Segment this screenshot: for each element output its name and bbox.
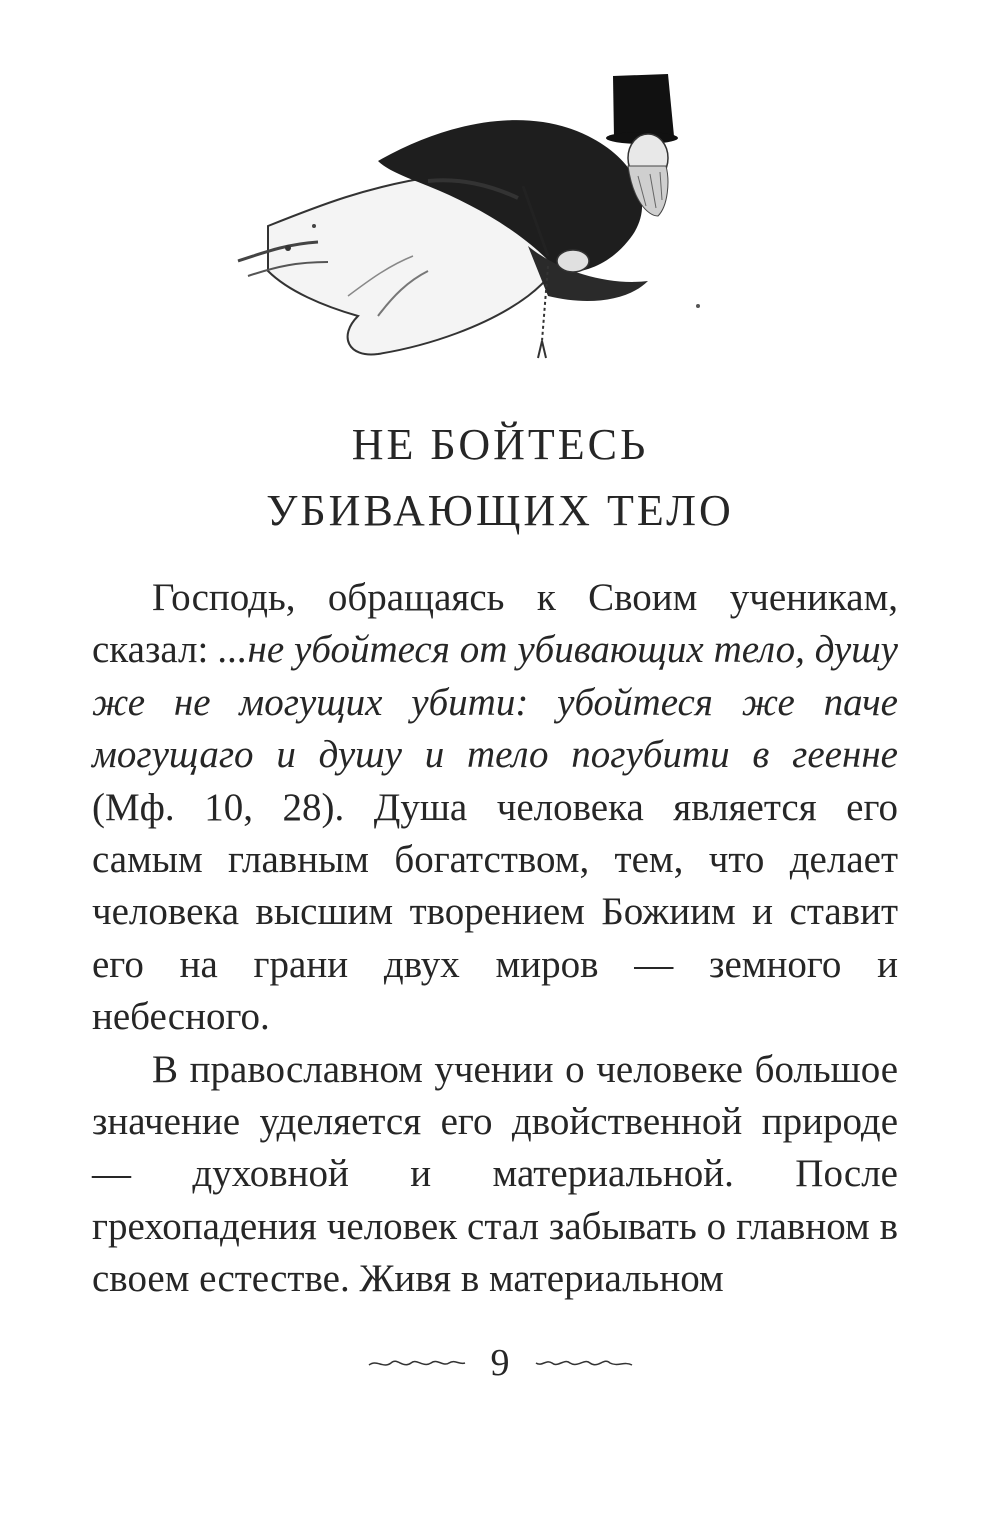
body-text (92, 572, 898, 1306)
right-ornament-icon (534, 1353, 634, 1373)
chapter-title-line-1: НЕ БОЙТЕСЬ (351, 420, 649, 469)
left-ornament-icon (367, 1353, 467, 1373)
paragraph-2: В православном учении о человеке большое значение уделяется его двойственной природе — духовной и материальной. После грехопадения человек стал забывать о главном в своем естестве. Живя в материальном (92, 1047, 898, 1301)
page-footer (0, 1338, 1000, 1388)
paragraph-1-rest: (Мф. 10, 28). Душа человека является его самым главным богатством, тем, что делает человека высшим творением Божиим и ставит его на грани двух миров — земного и небесного. (92, 785, 898, 1039)
chapter-title (0, 412, 1000, 544)
page-number: 9 (490, 1342, 510, 1384)
chapter-title-line-2: УБИВАЮЩИХ ТЕЛО (266, 486, 734, 535)
elder-monk-drawing-icon (228, 66, 780, 366)
elder-monk-illustration (228, 66, 780, 366)
paragraph-1-intro: Господь, обращаясь к Своим ученикам, сказал: (92, 576, 898, 672)
scripture-quote: ...не убойтеся от убивающих тело, душу же не могущих убити: убойтеся же паче могущаго и душу и тело погубити в геенне (92, 628, 898, 777)
paragraph-1 (92, 572, 898, 1044)
